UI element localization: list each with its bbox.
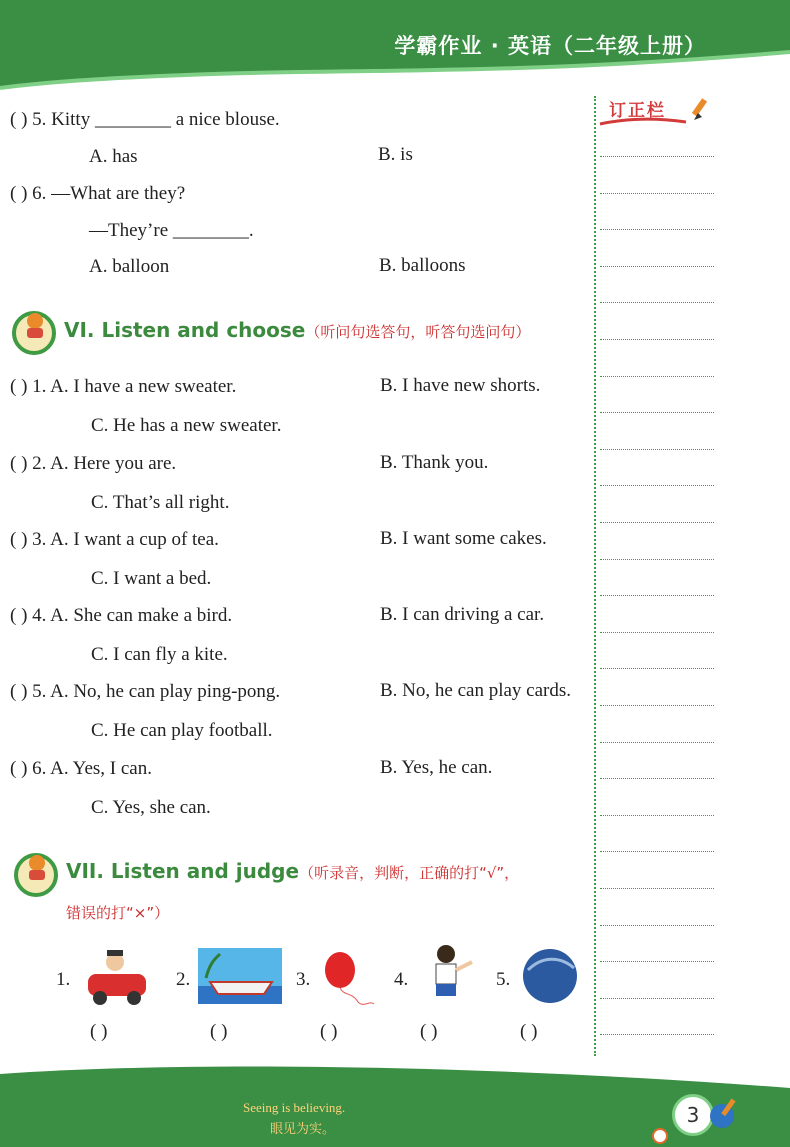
q5-option-a: A. has xyxy=(89,146,138,167)
q6-stem: ( ) 6. —What are they? xyxy=(10,183,186,204)
listen-item-3-b: B. I want some cakes. xyxy=(380,528,547,549)
pencil-globe-icon xyxy=(706,1096,742,1132)
correction-underline xyxy=(598,116,688,128)
listen-item-1-a: ( ) 1. A. I have a new sweater. xyxy=(10,376,237,397)
q5-stem: ( ) 5. Kitty ________ a nice blouse. xyxy=(10,109,280,130)
listen-item-6-b: B. Yes, he can. xyxy=(380,757,493,778)
correction-line xyxy=(600,266,714,267)
listen-item-1-c: C. He has a new sweater. xyxy=(91,415,282,436)
correction-line xyxy=(600,1034,714,1035)
correction-line xyxy=(600,156,714,157)
section6-title: VI. Listen and choose（听问句选答句，听答句选问句） xyxy=(64,318,531,342)
listen-item-4-b: B. I can driving a car. xyxy=(380,604,545,625)
listen-item-1-b: B. I have new shorts. xyxy=(380,375,541,396)
correction-title: 订正栏 xyxy=(609,101,666,121)
page-number: 3 xyxy=(672,1094,714,1136)
correction-line xyxy=(600,376,714,377)
boat-icon xyxy=(198,948,282,1004)
section7-note-2: 错误的打“×”） xyxy=(66,904,170,922)
correction-line xyxy=(600,888,714,889)
listen-item-3-c: C. I want a bed. xyxy=(91,568,212,589)
correction-line xyxy=(600,302,714,303)
correction-column xyxy=(594,96,718,1056)
balloon-icon xyxy=(318,950,378,1008)
kid-mascot-icon xyxy=(20,309,50,345)
correction-line xyxy=(600,193,714,194)
correction-line xyxy=(600,522,714,523)
pic-label-2: 2. xyxy=(176,969,191,990)
correction-line xyxy=(600,925,714,926)
footer-band xyxy=(0,1060,790,1147)
motto-chinese: 眼见为实。 xyxy=(270,1122,336,1137)
correction-line xyxy=(600,485,714,486)
correction-line xyxy=(600,632,714,633)
correction-line xyxy=(600,339,714,340)
listen-item-5-b: B. No, he can play cards. xyxy=(380,680,571,701)
kid-mascot-icon-2 xyxy=(22,851,52,887)
book-title: 学霸作业 · 英语（二年级上册） xyxy=(394,34,706,58)
correction-line xyxy=(600,229,714,230)
judge-paren-1[interactable]: ( ) xyxy=(90,1021,108,1042)
correction-line xyxy=(600,668,714,669)
ball-icon xyxy=(520,946,580,1006)
listen-item-6-c: C. Yes, she can. xyxy=(91,797,211,818)
listen-item-6-a: ( ) 6. A. Yes, I can. xyxy=(10,758,152,779)
pic-label-1: 1. xyxy=(56,969,71,990)
correction-line xyxy=(600,742,714,743)
motto-english: Seeing is believing. xyxy=(243,1100,346,1115)
pencil-icon xyxy=(690,98,716,124)
correction-line xyxy=(600,815,714,816)
judge-paren-5[interactable]: ( ) xyxy=(520,1021,538,1042)
listen-item-4-c: C. I can fly a kite. xyxy=(91,644,228,665)
listen-item-3-a: ( ) 3. A. I want a cup of tea. xyxy=(10,529,219,550)
listen-item-2-a: ( ) 2. A. Here you are. xyxy=(10,453,177,474)
car-icon xyxy=(82,944,152,1008)
q6-line2: —They’re ________. xyxy=(89,220,254,241)
pic-label-4: 4. xyxy=(394,969,409,990)
judge-paren-3[interactable]: ( ) xyxy=(320,1021,338,1042)
q5-option-b: B. is xyxy=(378,144,413,165)
listen-item-2-c: C. That’s all right. xyxy=(91,492,230,513)
listen-item-2-b: B. Thank you. xyxy=(380,452,489,473)
judge-paren-4[interactable]: ( ) xyxy=(420,1021,438,1042)
section7-title: VII. Listen and judge（听录音，判断，正确的打“√”， xyxy=(66,859,520,883)
correction-line xyxy=(600,595,714,596)
pic-label-5: 5. xyxy=(496,969,511,990)
q6-option-b: B. balloons xyxy=(379,255,466,276)
correction-line xyxy=(600,559,714,560)
judge-paren-2[interactable]: ( ) xyxy=(210,1021,228,1042)
pic-label-3: 3. xyxy=(296,969,311,990)
listen-item-4-a: ( ) 4. A. She can make a bird. xyxy=(10,605,233,626)
listen-item-5-c: C. He can play football. xyxy=(91,720,273,741)
correction-line xyxy=(600,705,714,706)
correction-line xyxy=(600,998,714,999)
listen-item-5-a: ( ) 5. A. No, he can play ping-pong. xyxy=(10,681,281,702)
correction-line xyxy=(600,851,714,852)
girl-with-bird-icon xyxy=(416,942,480,1010)
correction-line xyxy=(600,449,714,450)
decor-dot xyxy=(652,1128,668,1144)
correction-line xyxy=(600,778,714,779)
q6-option-a: A. balloon xyxy=(89,256,170,277)
correction-line xyxy=(600,412,714,413)
correction-line xyxy=(600,961,714,962)
